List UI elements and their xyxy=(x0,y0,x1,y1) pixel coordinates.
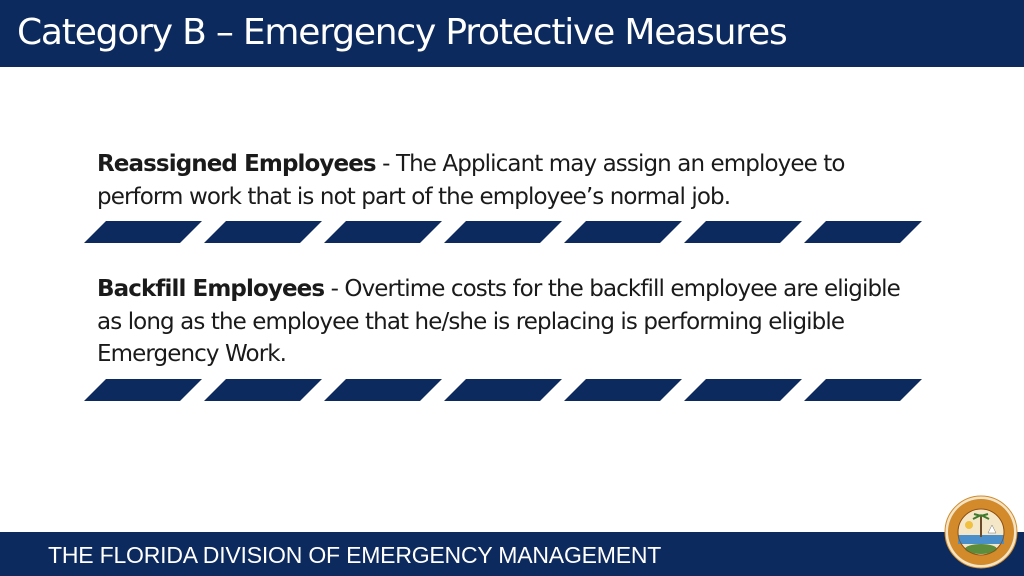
divider-stripe xyxy=(204,221,322,243)
divider-stripe xyxy=(444,221,562,243)
item-description: - The Applicant may assign an employee to perform work that is not part of the employee’s normal job. xyxy=(97,151,845,210)
item-term: Reassigned Employees xyxy=(97,151,376,177)
divider-stripe xyxy=(804,379,922,401)
divider-stripe xyxy=(84,221,202,243)
divider-stripe xyxy=(684,221,802,243)
state-seal-icon xyxy=(944,495,1018,569)
divider-stripe xyxy=(564,379,682,401)
divider-stripe xyxy=(84,379,202,401)
item-reassigned-employees xyxy=(97,148,927,213)
item-description: - Overtime costs for the backfill employee are eligible as long as the employee that he/she is replacing is performing eligible Emergency Work. xyxy=(97,276,900,367)
divider-stripe xyxy=(324,379,442,401)
divider-stripes xyxy=(84,221,924,243)
item-term: Backfill Employees xyxy=(97,276,325,302)
footer-bar xyxy=(0,532,1024,576)
footer-organization: THE FLORIDA DIVISION OF EMERGENCY MANAGEMENT xyxy=(48,542,662,568)
divider-stripe xyxy=(564,221,682,243)
item-backfill-employees xyxy=(97,273,927,371)
divider-stripes xyxy=(84,379,924,401)
header-bar xyxy=(0,0,1024,67)
divider-stripe xyxy=(324,221,442,243)
divider-stripe xyxy=(804,221,922,243)
divider-stripe xyxy=(444,379,562,401)
slide-title: Category B – Emergency Protective Measures xyxy=(17,12,787,53)
divider-stripe xyxy=(204,379,322,401)
divider-stripe xyxy=(684,379,802,401)
